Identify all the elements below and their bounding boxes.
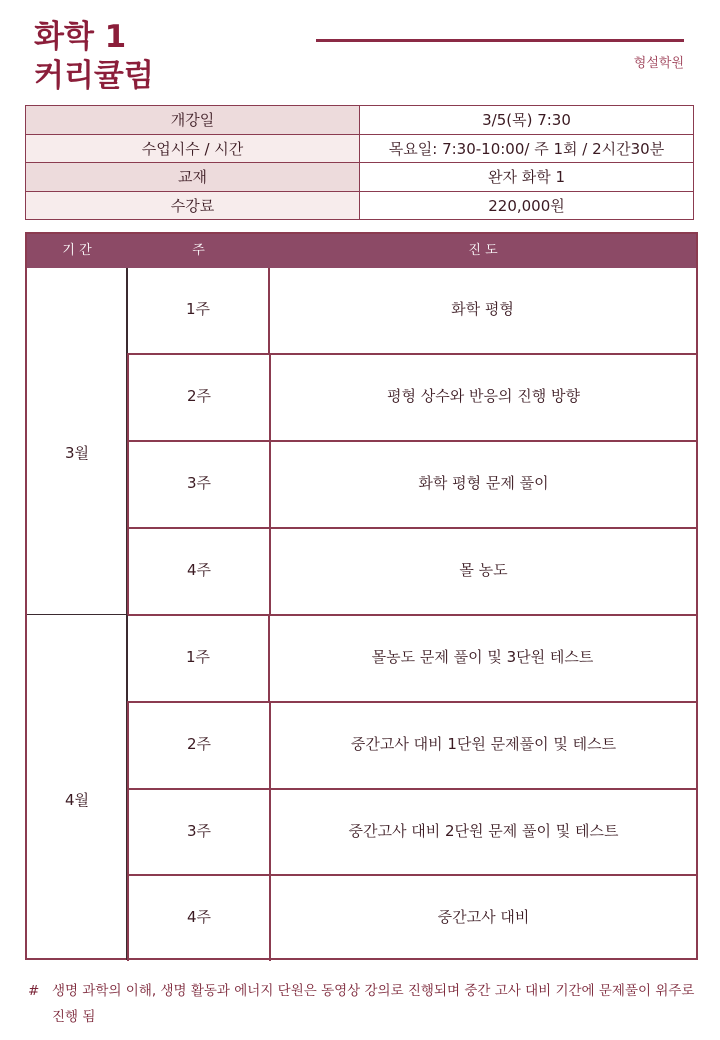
curriculum-table bbox=[25, 232, 698, 960]
info-label: 교재 bbox=[26, 163, 360, 192]
info-value: 3/5(목) 7:30 bbox=[360, 106, 694, 135]
curriculum-header bbox=[27, 234, 696, 268]
week-row bbox=[127, 614, 696, 701]
topic-cell: 몰 농도 bbox=[459, 561, 508, 579]
academy-name: 형설학원 bbox=[633, 56, 684, 71]
title-rule bbox=[316, 39, 684, 42]
topic-cell: 몰농도 문제 풀이 및 3단원 테스트 bbox=[371, 648, 594, 666]
footnote-marker: # bbox=[28, 983, 40, 999]
topic-cell: 화학 평형 문제 풀이 bbox=[418, 474, 549, 492]
title-line-2: 커리큘럼 bbox=[34, 58, 154, 94]
week-row bbox=[127, 701, 696, 788]
week-row bbox=[127, 440, 696, 527]
info-value: 목요일: 7:30-10:00/ 주 1회 / 2시간30분 bbox=[360, 134, 694, 163]
week-cell: 4주 bbox=[129, 529, 271, 614]
header-period: 기 간 bbox=[62, 243, 92, 258]
week-cell: 4주 bbox=[129, 876, 271, 961]
week-cell: 2주 bbox=[129, 355, 271, 440]
week-row bbox=[127, 788, 696, 875]
week-row bbox=[127, 874, 696, 961]
title-line-1: 화학 1 bbox=[34, 19, 127, 55]
info-row bbox=[26, 134, 694, 163]
week-cell: 1주 bbox=[128, 616, 270, 701]
month-label: 4월 bbox=[64, 791, 90, 809]
topic-cell: 중간고사 대비 bbox=[437, 908, 530, 926]
topic-cell: 화학 평형 bbox=[451, 300, 514, 318]
week-cell: 3주 bbox=[129, 442, 271, 527]
topic-cell: 중간고사 대비 1단원 문제풀이 및 테스트 bbox=[350, 735, 617, 753]
week-cell: 1주 bbox=[128, 268, 270, 353]
week-row bbox=[127, 353, 696, 440]
info-value: 220,000원 bbox=[360, 191, 694, 220]
month-divider bbox=[27, 614, 127, 615]
week-row bbox=[127, 527, 696, 614]
header-week: 주 bbox=[192, 243, 205, 258]
course-info-table bbox=[25, 105, 694, 220]
info-row bbox=[26, 163, 694, 192]
week-row bbox=[127, 268, 696, 355]
week-cell: 3주 bbox=[129, 790, 271, 875]
footnote-text: 생명 과학의 이해, 생명 활동과 에너지 단원은 동영상 강의로 진행되며 중간 고사 대비 기간에 문제풀이 위주로 진행 됨 bbox=[52, 983, 695, 1025]
info-label: 수업시수 / 시간 bbox=[26, 134, 360, 163]
info-label: 개강일 bbox=[26, 106, 360, 135]
info-row bbox=[26, 191, 694, 220]
week-cell: 2주 bbox=[129, 703, 271, 788]
info-value: 완자 화학 1 bbox=[360, 163, 694, 192]
page-title bbox=[34, 18, 154, 96]
topic-cell: 평형 상수와 반응의 진행 방향 bbox=[387, 387, 580, 405]
header-topic: 진 도 bbox=[468, 243, 498, 258]
topic-cell: 중간고사 대비 2단원 문제 풀이 및 테스트 bbox=[348, 822, 619, 840]
month-label: 3월 bbox=[64, 444, 90, 462]
info-label: 수강료 bbox=[26, 191, 360, 220]
info-row bbox=[26, 106, 694, 135]
